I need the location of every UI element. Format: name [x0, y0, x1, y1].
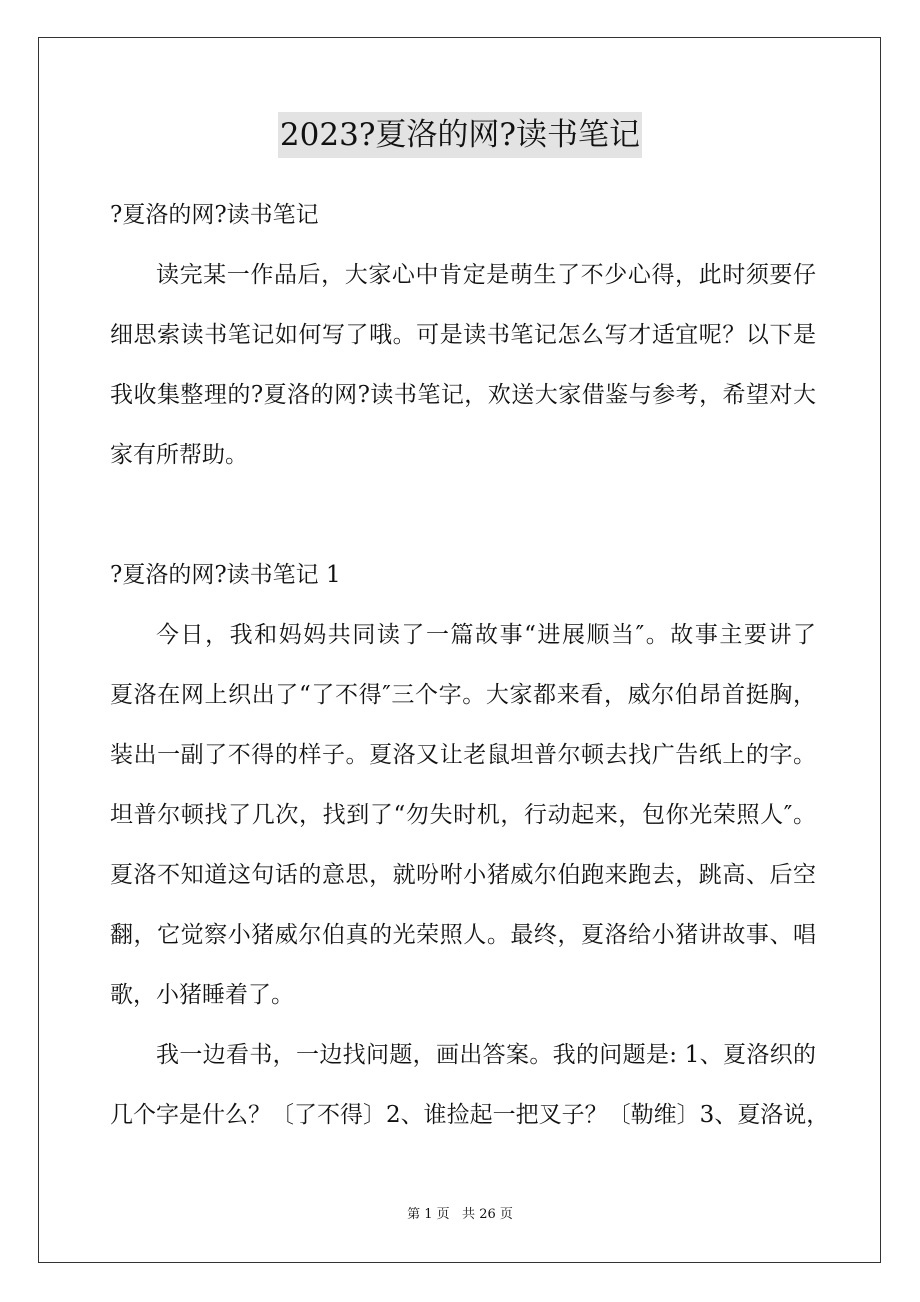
text-line: 读完某一作品后，大家心中肯定是萌生了不少心得，此时须要仔	[156, 262, 816, 288]
text-line: 夏洛在网上织出了“了不得″三个字。大家都来看，威尔伯昂首挺胸，	[110, 682, 816, 708]
title-container	[0, 112, 920, 158]
text-line: 翻，它觉察小猪威尔伯真的光荣照人。最终，夏洛给小猪讲故事、唱	[110, 922, 816, 948]
text-line: 家有所帮助。	[110, 442, 248, 468]
text-line: 几个字是什么？〔了不得〕2、谁捡起一把叉子？〔勒维〕3、夏洛说，	[110, 1102, 830, 1128]
text-line: 我一边看书，一边找问题，画出答案。我的问题是: 1、夏洛织的	[156, 1042, 816, 1068]
text-line: ?夏洛的网?读书笔记 1	[110, 562, 341, 588]
page-footer: 第 1 页 共 26 页	[407, 1207, 513, 1222]
text-line: 坦普尔顿找了几次，找到了“勿失时机，行动起来，包你光荣照人″。	[110, 802, 816, 828]
document-body	[110, 197, 830, 1157]
text-line: 细思索读书笔记如何写了哦。可是读书笔记怎么写才适宜呢？以下是	[110, 322, 816, 348]
text-line: 今日，我和妈妈共同读了一篇故事“进展顺当″。故事主要讲了	[156, 622, 816, 648]
text-line: ?夏洛的网?读书笔记	[110, 202, 319, 228]
text-line: 装出一副了不得的样子。夏洛又让老鼠坦普尔顿去找广告纸上的字。	[110, 742, 816, 768]
paragraph-gap	[110, 497, 816, 557]
text-line: 歌，小猪睡着了。	[110, 982, 294, 1008]
text-line: 我收集整理的?夏洛的网?读书笔记，欢送大家借鉴与参考，希望对大	[110, 382, 816, 408]
text-line: 夏洛不知道这句话的意思，就吩咐小猪威尔伯跑来跑去，跳高、后空	[110, 862, 816, 888]
document-title: 2023?夏洛的网?读书笔记	[278, 112, 642, 158]
